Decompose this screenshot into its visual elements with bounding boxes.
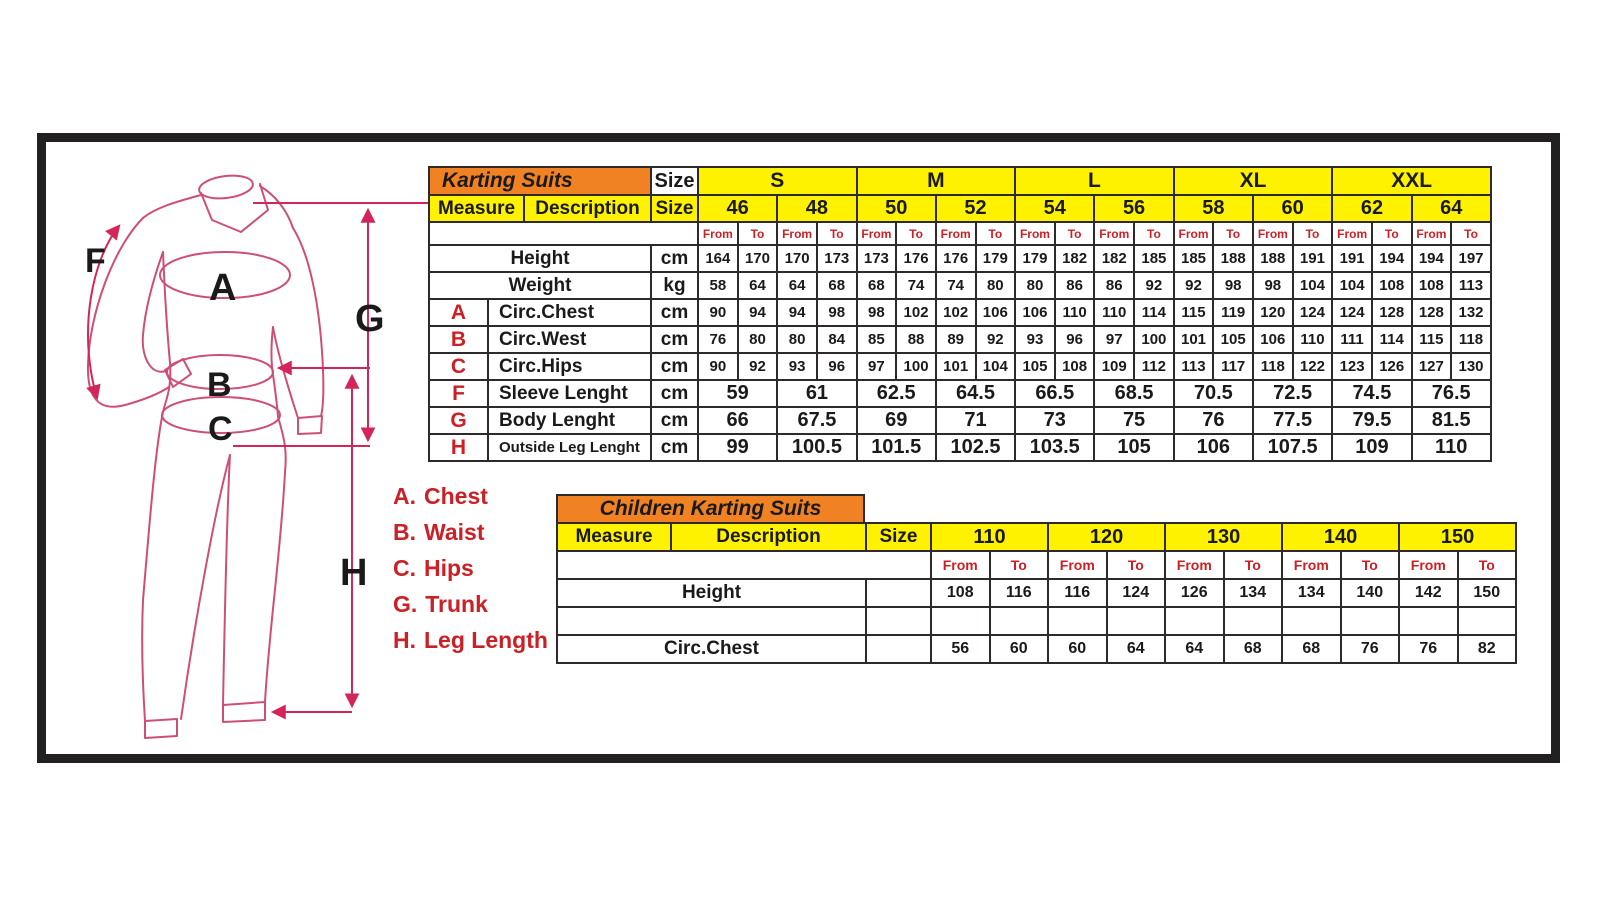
value-range: 100.5 [777, 434, 856, 461]
to-header: To [1134, 222, 1174, 245]
value-from: 74 [936, 272, 976, 299]
value-to: 105 [1213, 326, 1253, 353]
legend-label: Waist [424, 519, 485, 545]
value-range: 70.5 [1174, 380, 1253, 407]
measure-description: Sleeve Lenght [488, 380, 651, 407]
value-from: 56 [931, 635, 990, 663]
measure-letter-C: C [429, 353, 488, 380]
size-140: 140 [1282, 523, 1399, 551]
value-from: 134 [1282, 579, 1341, 607]
value-from: 93 [777, 353, 817, 380]
value-range: 69 [857, 407, 936, 434]
value-range: 79.5 [1332, 407, 1411, 434]
value-from: 127 [1412, 353, 1452, 380]
legend-item-leg-length [393, 628, 548, 652]
measure-description: Circ.Chest [488, 299, 651, 326]
value-range: 59 [698, 380, 777, 407]
value-from: 64 [777, 272, 817, 299]
legend-item-trunk [393, 592, 548, 616]
unit-cell: cm [651, 326, 698, 353]
value-to: 179 [976, 245, 1016, 272]
unit-cell: cm [651, 245, 698, 272]
value-range: 73 [1015, 407, 1094, 434]
legend-item-waist [393, 520, 548, 544]
size-46: 46 [698, 195, 777, 222]
unit-cell [866, 635, 931, 663]
value-from: 115 [1412, 326, 1452, 353]
from-header: From [857, 222, 897, 245]
measure-description: Weight [429, 272, 651, 299]
value-to: 117 [1213, 353, 1253, 380]
value-to: 112 [1134, 353, 1174, 380]
measure-letter-F: F [429, 380, 488, 407]
diagram-label-a: A [209, 267, 237, 309]
size-52: 52 [936, 195, 1015, 222]
value-to: 98 [1213, 272, 1253, 299]
value-from: 80 [777, 326, 817, 353]
measure-description: Outside Leg Lenght [488, 434, 651, 461]
value-from: 115 [1174, 299, 1214, 326]
value-to: 188 [1213, 245, 1253, 272]
value-to: 126 [1372, 353, 1412, 380]
value-to: 80 [738, 326, 778, 353]
value-to: 113 [1451, 272, 1491, 299]
value-from: 76 [1399, 635, 1458, 663]
from-header: From [1165, 551, 1224, 579]
value-to: 182 [1055, 245, 1095, 272]
value-to: 104 [976, 353, 1016, 380]
value-range: 67.5 [777, 407, 856, 434]
value-from: 90 [698, 299, 738, 326]
value-to: 64 [738, 272, 778, 299]
value-to: 88 [896, 326, 936, 353]
value-from: 128 [1412, 299, 1452, 326]
value-to: 96 [817, 353, 857, 380]
value-from: 126 [1165, 579, 1224, 607]
legend-label: Leg Length [424, 627, 548, 653]
value-from: 118 [1253, 353, 1293, 380]
size-group-S: S [698, 167, 857, 195]
value-from: 120 [1253, 299, 1293, 326]
value-from: 64 [1165, 635, 1224, 663]
size-group-M: M [857, 167, 1016, 195]
diagram-label-g: G [355, 298, 385, 340]
value-to: 68 [1224, 635, 1283, 663]
value-from: 97 [1094, 326, 1134, 353]
value-from: 98 [1253, 272, 1293, 299]
value-range: 72.5 [1253, 380, 1332, 407]
diagram-label-f: F [85, 242, 106, 280]
measurement-arrows [88, 203, 440, 712]
value-from: 90 [698, 353, 738, 380]
value-range: 102.5 [936, 434, 1015, 461]
to-header: To [1341, 551, 1400, 579]
value-to: 124 [1293, 299, 1333, 326]
legend-key: C. [393, 555, 416, 581]
unit-cell [866, 579, 931, 607]
value-to: 191 [1293, 245, 1333, 272]
value-from: 113 [1174, 353, 1214, 380]
value-to: 114 [1134, 299, 1174, 326]
measurement-legend [393, 484, 548, 652]
size-150: 150 [1399, 523, 1516, 551]
value-to: 122 [1293, 353, 1333, 380]
legend-item-hips [393, 556, 548, 580]
legend-label: Chest [424, 483, 488, 509]
children-size-table-header [556, 522, 1517, 580]
value-to: 82 [1458, 635, 1517, 663]
value-to: 60 [990, 635, 1049, 663]
adult-size-table-body [428, 244, 1492, 462]
value-from: 94 [777, 299, 817, 326]
unit-cell: cm [651, 380, 698, 407]
value-from: 106 [1253, 326, 1293, 353]
from-header: From [1015, 222, 1055, 245]
value-to: 74 [896, 272, 936, 299]
size-54: 54 [1015, 195, 1094, 222]
size-group-L: L [1015, 167, 1174, 195]
value-range: 81.5 [1412, 407, 1491, 434]
legend-key: A. [393, 483, 416, 509]
value-to: 94 [738, 299, 778, 326]
value-range: 61 [777, 380, 856, 407]
value-from: 182 [1094, 245, 1134, 272]
value-range: 66.5 [1015, 380, 1094, 407]
size-130: 130 [1165, 523, 1282, 551]
value-to: 134 [1224, 579, 1283, 607]
value-to: 84 [817, 326, 857, 353]
value-range: 105 [1094, 434, 1173, 461]
unit-cell: cm [651, 434, 698, 461]
value-to: 110 [1293, 326, 1333, 353]
value-from: 173 [857, 245, 897, 272]
value-to: 110 [1055, 299, 1095, 326]
value-to: 197 [1451, 245, 1491, 272]
size-column-header: Size [651, 195, 698, 222]
value-to: 102 [896, 299, 936, 326]
value-from: 58 [698, 272, 738, 299]
diagram-label-b: B [207, 366, 232, 404]
value-to: 108 [1055, 353, 1095, 380]
value-to: 132 [1451, 299, 1491, 326]
value-from: 104 [1332, 272, 1372, 299]
to-header: To [1293, 222, 1333, 245]
value-to: 185 [1134, 245, 1174, 272]
value-to: 92 [1134, 272, 1174, 299]
value-range: 62.5 [857, 380, 936, 407]
value-to: 114 [1372, 326, 1412, 353]
value-to: 76 [1341, 635, 1400, 663]
from-header: From [1174, 222, 1214, 245]
measure-description: Circ.Chest [557, 635, 866, 663]
value-from [1399, 607, 1458, 635]
from-header: From [1412, 222, 1452, 245]
value-from: 109 [1094, 353, 1134, 380]
size-58: 58 [1174, 195, 1253, 222]
value-to: 176 [896, 245, 936, 272]
value-to: 150 [1458, 579, 1517, 607]
value-to: 124 [1107, 579, 1166, 607]
value-range: 71 [936, 407, 1015, 434]
value-to: 194 [1372, 245, 1412, 272]
value-to: 80 [976, 272, 1016, 299]
adult-size-table-header [428, 166, 1492, 246]
diagram-label-c: C [208, 410, 233, 448]
value-range: 103.5 [1015, 434, 1094, 461]
measure-description: Height [557, 579, 866, 607]
legend-label: Hips [424, 555, 474, 581]
size-group-XXL: XXL [1332, 167, 1491, 195]
from-header: From [1253, 222, 1293, 245]
from-header: From [698, 222, 738, 245]
value-from: 111 [1332, 326, 1372, 353]
measure-description: Circ.West [488, 326, 651, 353]
value-from: 86 [1094, 272, 1134, 299]
value-range: 107.5 [1253, 434, 1332, 461]
value-from: 85 [857, 326, 897, 353]
to-header: To [817, 222, 857, 245]
size-group-XL: XL [1174, 167, 1333, 195]
value-from: 101 [936, 353, 976, 380]
to-header: To [896, 222, 936, 245]
value-to: 92 [976, 326, 1016, 353]
diagram-label-h: H [340, 552, 368, 594]
measure-letter-G: G [429, 407, 488, 434]
from-header: From [936, 222, 976, 245]
measure-description: Body Lenght [488, 407, 651, 434]
size-50: 50 [857, 195, 936, 222]
value-range: 77.5 [1253, 407, 1332, 434]
to-header: To [976, 222, 1016, 245]
value-from: 106 [1015, 299, 1055, 326]
value-to: 140 [1341, 579, 1400, 607]
unit-cell: cm [651, 353, 698, 380]
value-from: 97 [857, 353, 897, 380]
legend-key: B. [393, 519, 416, 545]
value-from: 102 [936, 299, 976, 326]
size-column-header: Size [866, 523, 931, 551]
to-header: To [1224, 551, 1283, 579]
value-from: 116 [1048, 579, 1107, 607]
value-to [1224, 607, 1283, 635]
unit-cell: kg [651, 272, 698, 299]
value-from [1282, 607, 1341, 635]
value-from: 179 [1015, 245, 1055, 272]
spacer-cell [429, 222, 698, 245]
value-to: 92 [738, 353, 778, 380]
description-column-header: Description [524, 195, 651, 222]
to-header: To [1213, 222, 1253, 245]
value-from: 76 [698, 326, 738, 353]
unit-cell: cm [651, 407, 698, 434]
value-to [1341, 607, 1400, 635]
value-from: 188 [1253, 245, 1293, 272]
value-from: 60 [1048, 635, 1107, 663]
value-from: 93 [1015, 326, 1055, 353]
value-range: 106 [1174, 434, 1253, 461]
value-range: 68.5 [1094, 380, 1173, 407]
value-range: 74.5 [1332, 380, 1411, 407]
legend-key: H. [393, 627, 416, 653]
value-from: 123 [1332, 353, 1372, 380]
to-header: To [1451, 222, 1491, 245]
size-56: 56 [1094, 195, 1173, 222]
value-to: 64 [1107, 635, 1166, 663]
value-to [1107, 607, 1166, 635]
value-to: 68 [817, 272, 857, 299]
measure-column-header: Measure [429, 195, 524, 222]
value-from: 176 [936, 245, 976, 272]
value-range: 75 [1094, 407, 1173, 434]
value-from: 108 [1412, 272, 1452, 299]
value-range: 110 [1412, 434, 1491, 461]
value-from: 101 [1174, 326, 1214, 353]
value-from: 80 [1015, 272, 1055, 299]
value-range: 64.5 [936, 380, 1015, 407]
unit-cell: cm [651, 299, 698, 326]
value-to: 128 [1372, 299, 1412, 326]
from-header: From [1399, 551, 1458, 579]
value-to: 86 [1055, 272, 1095, 299]
legend-label: Trunk [425, 591, 488, 617]
value-to [1458, 607, 1517, 635]
to-header: To [1107, 551, 1166, 579]
value-to: 119 [1213, 299, 1253, 326]
value-range: 76.5 [1412, 380, 1491, 407]
value-from: 142 [1399, 579, 1458, 607]
unit-cell [866, 607, 931, 635]
value-to: 100 [1134, 326, 1174, 353]
children-size-table-body [556, 578, 1517, 664]
value-from [931, 607, 990, 635]
children-table-title: Children Karting Suits [556, 494, 865, 522]
measure-letter-B: B [429, 326, 488, 353]
value-to [990, 607, 1049, 635]
value-from: 185 [1174, 245, 1214, 272]
size-62: 62 [1332, 195, 1411, 222]
to-header: To [738, 222, 778, 245]
value-from: 98 [857, 299, 897, 326]
value-to: 106 [976, 299, 1016, 326]
value-from: 194 [1412, 245, 1452, 272]
value-range: 109 [1332, 434, 1411, 461]
value-from: 110 [1094, 299, 1134, 326]
value-to: 100 [896, 353, 936, 380]
value-to: 173 [817, 245, 857, 272]
value-to: 98 [817, 299, 857, 326]
value-range: 66 [698, 407, 777, 434]
value-from: 68 [1282, 635, 1341, 663]
measure-description [557, 607, 866, 635]
value-from: 191 [1332, 245, 1372, 272]
size-60: 60 [1253, 195, 1332, 222]
from-header: From [1332, 222, 1372, 245]
value-from: 89 [936, 326, 976, 353]
from-header: From [1282, 551, 1341, 579]
value-to: 170 [738, 245, 778, 272]
value-range: 101.5 [857, 434, 936, 461]
value-from: 170 [777, 245, 817, 272]
description-column-header: Description [671, 523, 866, 551]
value-range: 76 [1174, 407, 1253, 434]
from-header: From [1048, 551, 1107, 579]
size-120: 120 [1048, 523, 1165, 551]
measure-description: Circ.Hips [488, 353, 651, 380]
measure-letter-H: H [429, 434, 488, 461]
value-to: 118 [1451, 326, 1491, 353]
size-header: Size [651, 167, 698, 195]
value-to: 104 [1293, 272, 1333, 299]
to-header: To [1458, 551, 1517, 579]
value-to: 130 [1451, 353, 1491, 380]
legend-item-chest [393, 484, 548, 508]
value-from [1165, 607, 1224, 635]
size-110: 110 [931, 523, 1048, 551]
to-header: To [1055, 222, 1095, 245]
value-from [1048, 607, 1107, 635]
from-header: From [1094, 222, 1134, 245]
value-range: 99 [698, 434, 777, 461]
measure-letter-A: A [429, 299, 488, 326]
value-to: 96 [1055, 326, 1095, 353]
legend-key: G. [393, 591, 418, 617]
from-header: From [931, 551, 990, 579]
measure-column-header: Measure [557, 523, 671, 551]
to-header: To [1372, 222, 1412, 245]
value-to: 108 [1372, 272, 1412, 299]
spacer-cell [557, 551, 931, 579]
to-header: To [990, 551, 1049, 579]
value-from: 92 [1174, 272, 1214, 299]
measure-description: Height [429, 245, 651, 272]
value-from: 164 [698, 245, 738, 272]
value-from: 68 [857, 272, 897, 299]
value-from: 124 [1332, 299, 1372, 326]
value-from: 108 [931, 579, 990, 607]
size-64: 64 [1412, 195, 1491, 222]
suit-outline [88, 173, 323, 738]
from-header: From [777, 222, 817, 245]
value-from: 105 [1015, 353, 1055, 380]
value-to: 116 [990, 579, 1049, 607]
adult-table-title: Karting Suits [429, 167, 651, 195]
size-48: 48 [777, 195, 856, 222]
